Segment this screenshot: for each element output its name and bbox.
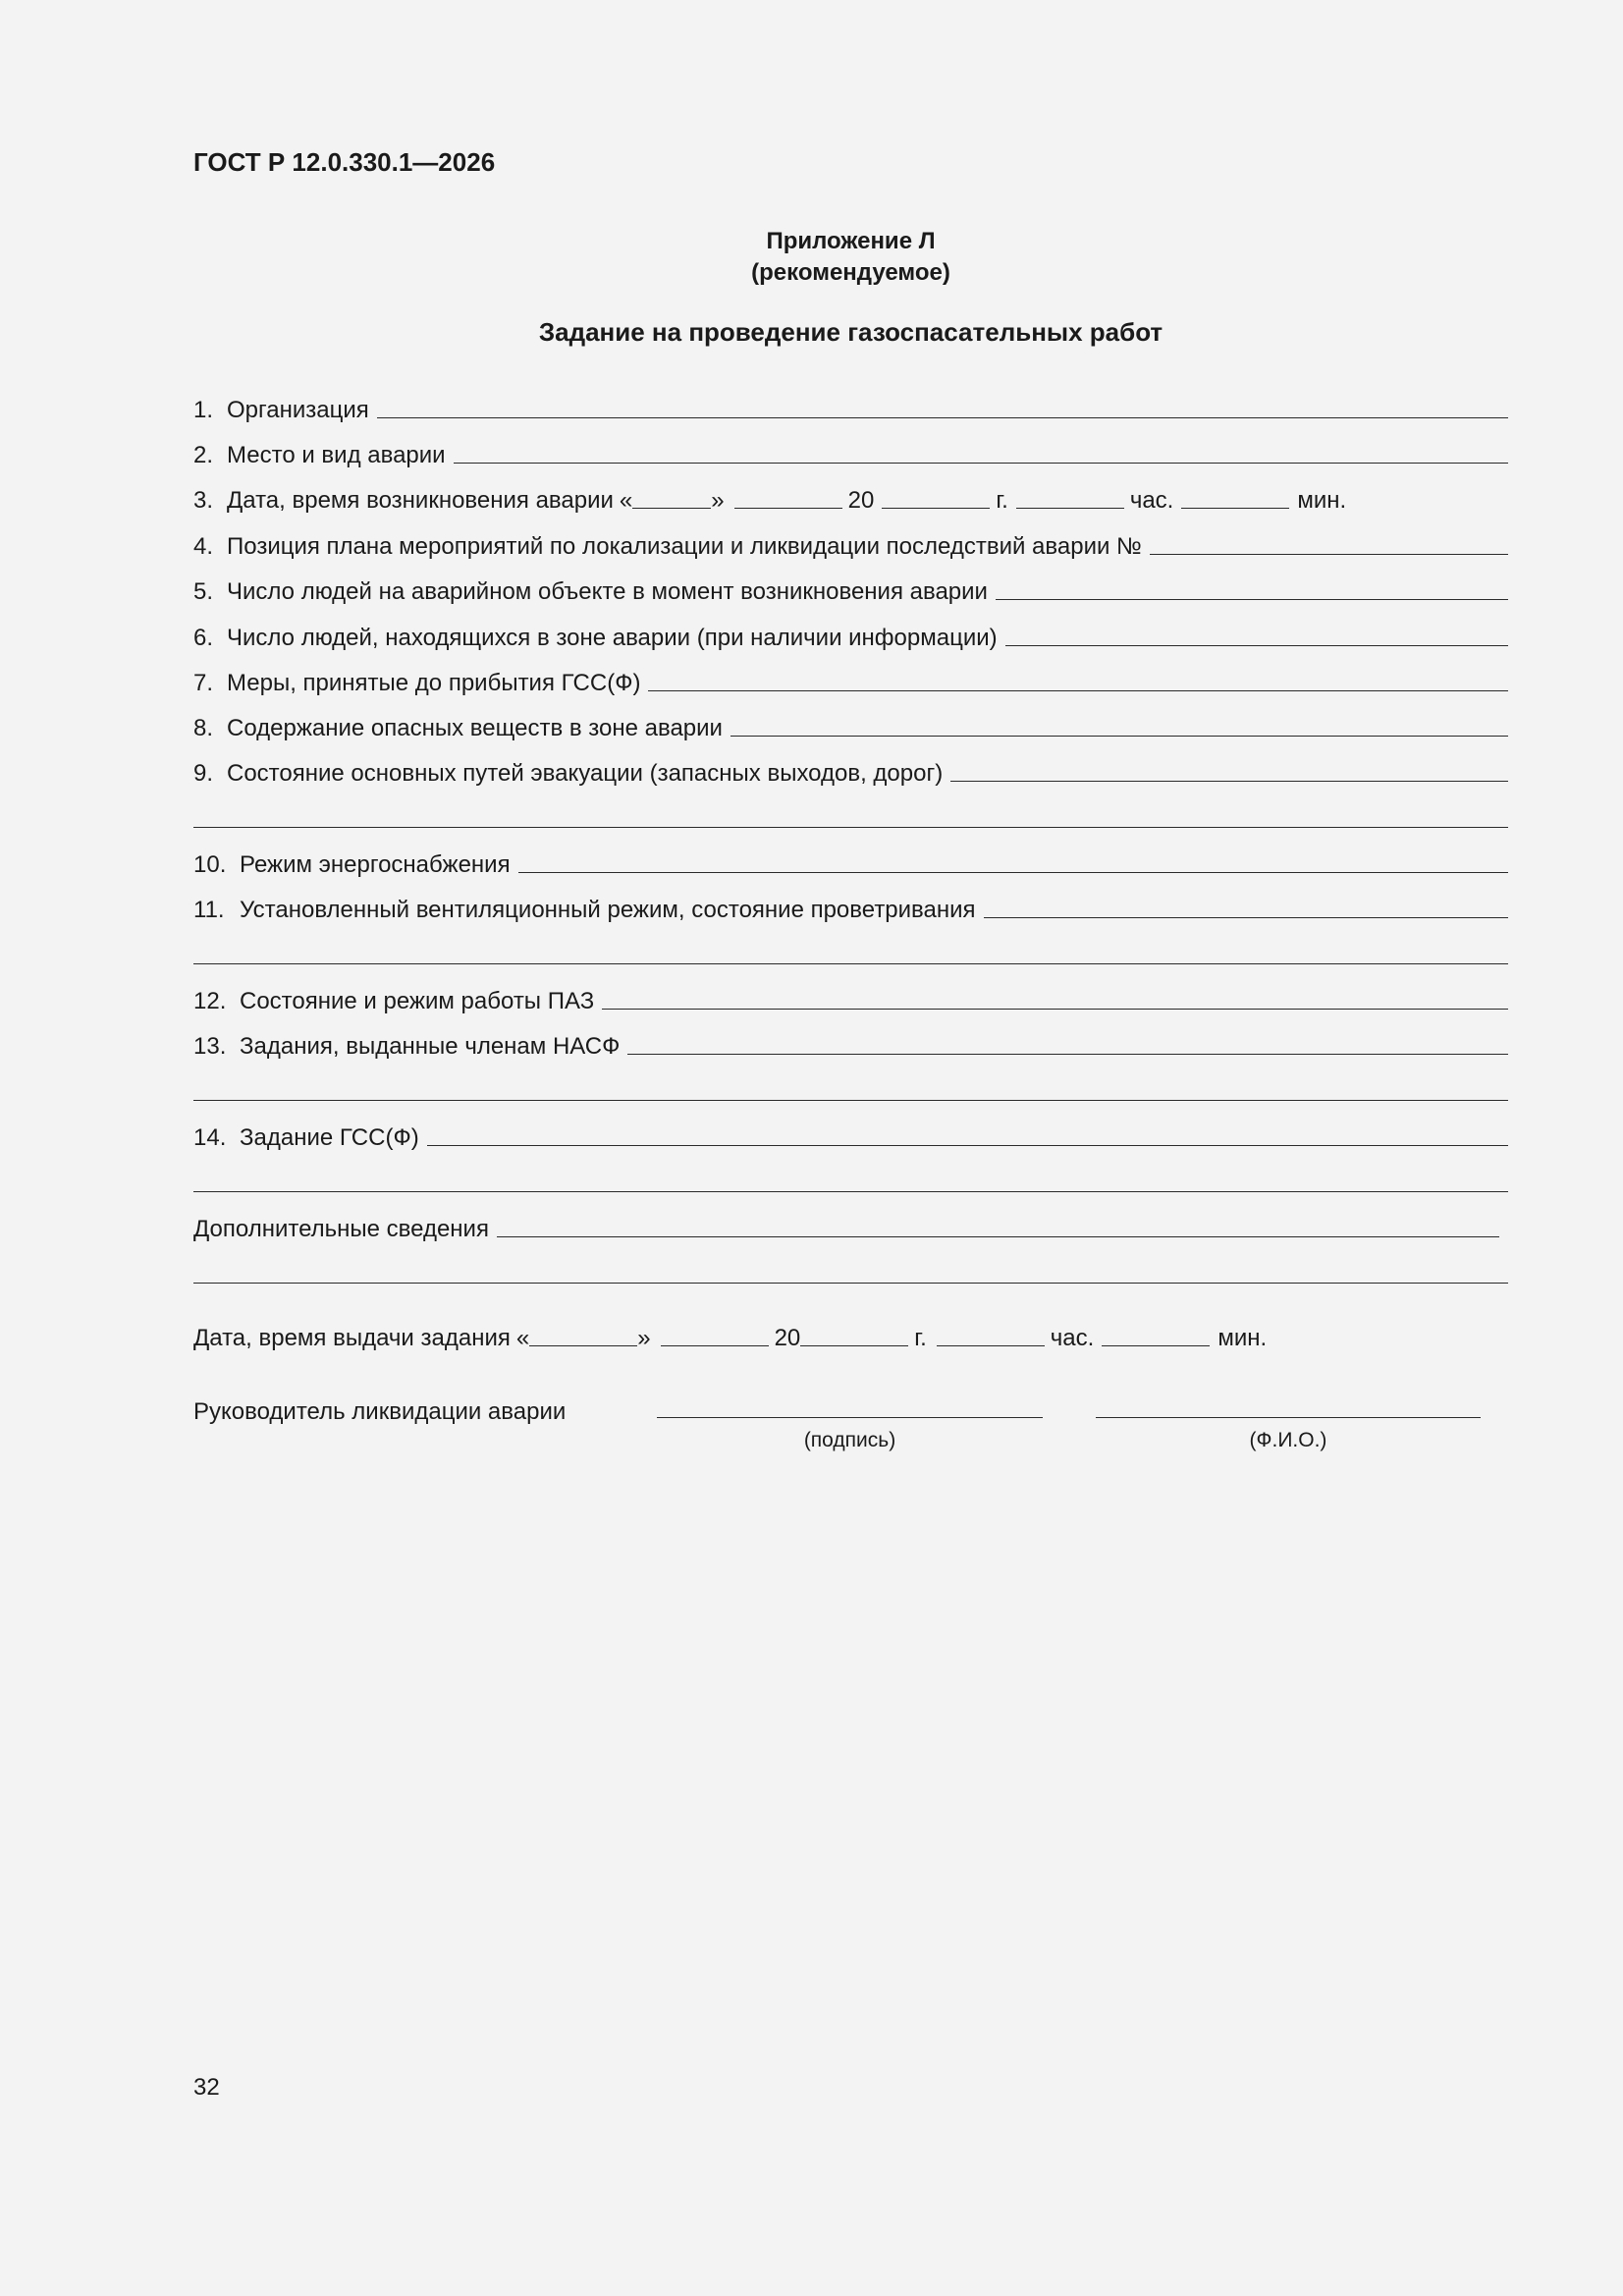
minutes-label: мин. [1297, 487, 1347, 514]
month-field[interactable] [734, 507, 842, 509]
continuation-line[interactable] [193, 1283, 1508, 1284]
hours-label: час. [1050, 1325, 1095, 1351]
year-prefix: 20 [847, 487, 875, 514]
full-name-line[interactable] [1096, 1417, 1481, 1418]
fill-line[interactable] [648, 689, 1508, 691]
minutes-label: мин. [1217, 1325, 1268, 1351]
fill-line[interactable] [377, 416, 1508, 418]
year-suffix: г. [996, 487, 1008, 514]
hours-field[interactable] [1016, 507, 1124, 509]
fill-line[interactable] [984, 916, 1508, 918]
form-item-plan-position [193, 527, 1508, 561]
fill-line[interactable] [1150, 553, 1508, 555]
quote-open: « [619, 487, 633, 514]
form-item-organization [193, 391, 1508, 424]
fill-line[interactable] [730, 735, 1508, 737]
day-field[interactable] [632, 507, 711, 509]
signature-caption: (подпись) [803, 1429, 896, 1451]
issue-date-label: Дата, время выдачи задания [193, 1325, 511, 1351]
item-label: Режим энергоснабжения [240, 851, 511, 878]
form-item-ventilation [193, 891, 1508, 924]
year-field[interactable] [882, 507, 990, 509]
signature-label: Руководитель ликвидации аварии [193, 1398, 567, 1425]
continuation-line[interactable] [193, 827, 1508, 828]
item-label: Место и вид аварии [227, 442, 446, 468]
fill-line[interactable] [427, 1144, 1508, 1146]
hours-field[interactable] [937, 1344, 1045, 1346]
year-prefix: 20 [774, 1325, 801, 1351]
issue-datetime [193, 1319, 1508, 1352]
item-label: Задания, выданные членам НАСФ [240, 1033, 621, 1060]
day-field[interactable] [529, 1344, 637, 1346]
year-field[interactable] [800, 1344, 908, 1346]
item-label: Состояние основных путей эвакуации (запасных выходов, дорог) [227, 760, 944, 787]
appendix-title: Приложение Л [766, 228, 936, 254]
fill-line[interactable] [627, 1053, 1508, 1055]
continuation-line[interactable] [193, 963, 1508, 964]
item-number: 6. [193, 625, 214, 651]
quote-close: » [711, 487, 725, 514]
item-number: 8. [193, 715, 214, 741]
form-item-hazardous-substances [193, 709, 1508, 742]
form-item-location [193, 436, 1508, 469]
minutes-field[interactable] [1181, 507, 1289, 509]
additional-info-label: Дополнительные сведения [193, 1216, 489, 1242]
signature-row [193, 1393, 1508, 1432]
item-label: Число людей, находящихся в зоне аварии (при наличии информации) [227, 625, 998, 651]
item-label: Состояние и режим работы ПАЗ [240, 988, 595, 1014]
continuation-line[interactable] [193, 1100, 1508, 1101]
form-item-power-supply [193, 846, 1508, 879]
page-number: 32 [193, 2074, 220, 2101]
item-number: 14. [193, 1124, 227, 1151]
form-item-gss-task [193, 1119, 1508, 1152]
item-number: 9. [193, 760, 214, 787]
full-name-caption: (Ф.И.О.) [1249, 1429, 1327, 1451]
fill-line[interactable] [602, 1008, 1508, 1010]
hours-label: час. [1129, 487, 1174, 514]
item-number: 12. [193, 988, 227, 1014]
item-label: Позиция плана мероприятий по локализации и ликвидации последствий аварии № [227, 533, 1142, 560]
item-label: Дата, время возникновения аварии [227, 487, 614, 514]
form-item-evacuation-routes [193, 754, 1508, 788]
fill-line[interactable] [1005, 644, 1508, 646]
form-item-nasf-tasks [193, 1027, 1508, 1061]
fill-line[interactable] [518, 871, 1508, 873]
additional-info [193, 1210, 1499, 1243]
item-label: Меры, принятые до прибытия ГСС(Ф) [227, 670, 641, 696]
document-code: ГОСТ Р 12.0.330.1—2026 [193, 147, 496, 177]
item-number: 10. [193, 851, 227, 878]
item-number: 5. [193, 578, 214, 605]
fill-line[interactable] [950, 780, 1508, 782]
form-item-people-on-site [193, 573, 1508, 606]
form-item-paz-state [193, 982, 1508, 1015]
item-label: Содержание опасных веществ в зоне аварии [227, 715, 723, 741]
appendix-heading [0, 226, 1623, 289]
item-number: 11. [193, 897, 225, 923]
appendix-type: (рекомендуемое) [751, 259, 950, 286]
item-label: Установленный вентиляционный режим, состояние проветривания [240, 897, 976, 923]
month-field[interactable] [661, 1344, 769, 1346]
item-number: 7. [193, 670, 214, 696]
item-label: Число людей на аварийном объекте в момент возникновения аварии [227, 578, 988, 605]
signature-line[interactable] [657, 1417, 1043, 1418]
item-label: Организация [227, 397, 369, 423]
item-number: 2. [193, 442, 214, 468]
item-label: Задание ГСС(Ф) [240, 1124, 419, 1151]
continuation-line[interactable] [193, 1191, 1508, 1192]
form-item-accident-datetime [193, 481, 1508, 515]
fill-line[interactable] [454, 462, 1508, 464]
item-number: 3. [193, 487, 214, 514]
fill-line[interactable] [996, 598, 1508, 600]
fill-line[interactable] [497, 1235, 1499, 1237]
quote-open: « [515, 1325, 530, 1351]
form-title: Задание на проведение газоспасательных работ [538, 317, 1163, 347]
form-item-people-in-zone [193, 619, 1508, 652]
item-number: 13. [193, 1033, 227, 1060]
quote-close: » [637, 1325, 651, 1351]
item-number: 1. [193, 397, 214, 423]
year-suffix: г. [914, 1325, 927, 1351]
item-number: 4. [193, 533, 214, 560]
minutes-field[interactable] [1102, 1344, 1210, 1346]
form-item-measures-taken [193, 664, 1508, 697]
